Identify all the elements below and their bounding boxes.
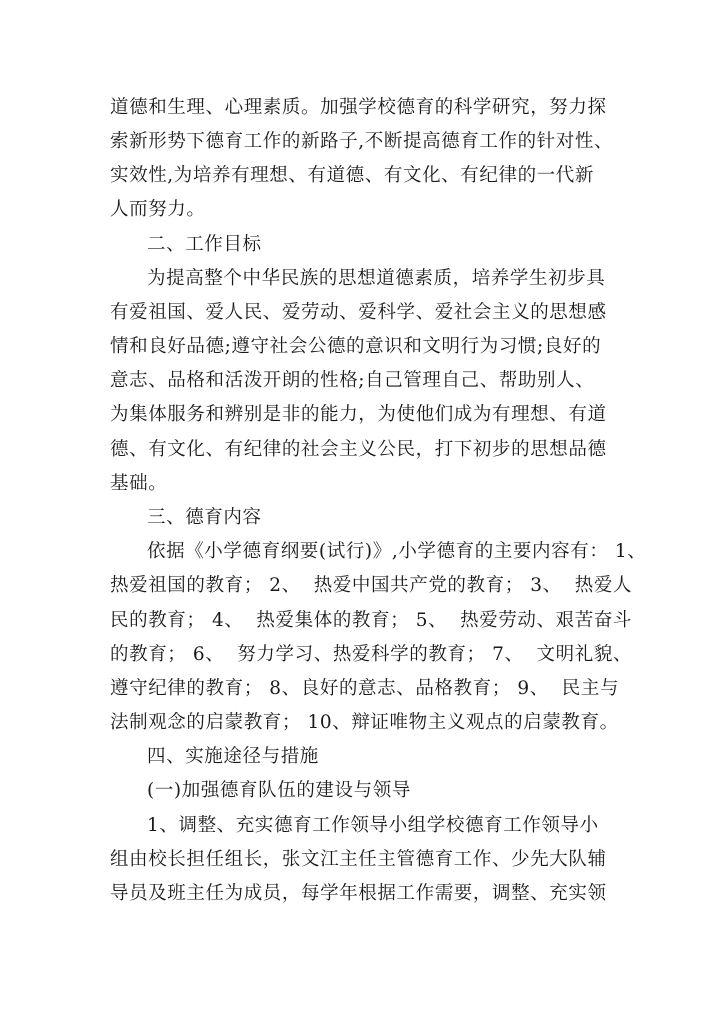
text-line: 基础。	[110, 473, 168, 494]
text-line: 为提高整个中华民族的思想道德素质，培养学生初步具	[147, 268, 606, 289]
text-line: 为集体服务和辨别是非的能力，为使他们成为有理想、有道	[110, 404, 607, 425]
text-line: 热爱祖国的教育； 2、 热爱中国共产党的教育； 3、 热爱人	[110, 575, 633, 596]
text-line: 道德和生理、心理素质。加强学校德育的科学研究，努力探	[110, 97, 607, 118]
text-line: 依据《小学德育纲要(试行)》,小学德育的主要内容有： 1、	[147, 541, 647, 562]
text-line: 情和良好品德;遵守社会公德的意识和文明行为习惯;良好的	[110, 336, 602, 357]
text-line: 索新形势下德育工作的新路子,不断提高德育工作的针对性、	[110, 131, 614, 152]
text-line: 遵守纪律的教育； 8、良好的意志、品格教育； 9、 民主与	[110, 678, 620, 699]
subsection-heading: (一)加强德育队伍的建设与领导	[147, 780, 411, 801]
text-line: 法制观念的启蒙教育； 10、辩证唯物主义观点的启蒙教育。	[110, 712, 619, 733]
text-line: 组由校长担任组长，张文江主任主管德育工作、少先大队辅	[110, 849, 607, 870]
section-heading: 三、德育内容	[147, 507, 262, 528]
text-line: 人而努力。	[110, 199, 206, 220]
text-line: 民的教育； 4、 热爱集体的教育； 5、 热爱劳动、艰苦奋斗	[110, 610, 633, 631]
text-line: 的教育； 6、 努力学习、热爱科学的教育； 7、 文明礼貌、	[110, 644, 633, 665]
text-line: 意志、品格和活泼开朗的性格;自己管理自己、帮助别人、	[110, 370, 595, 391]
text-line: 德、有文化、有纪律的社会主义公民，打下初步的思想品德	[110, 439, 607, 460]
section-heading: 二、工作目标	[147, 234, 262, 255]
text-line: 导员及班主任为成员，每学年根据工作需要，调整、充实领	[110, 883, 607, 904]
text-line: 有爱祖国、爱人民、爱劳动、爱科学、爱社会主义的思想感	[110, 302, 607, 323]
text-line: 1、调整、充实德育工作领导小组学校德育工作领导小	[147, 815, 599, 836]
text-line: 实效性,为培养有理想、有道德、有文化、有纪律的一代新	[110, 165, 594, 186]
section-heading: 四、实施途径与措施	[147, 746, 319, 767]
